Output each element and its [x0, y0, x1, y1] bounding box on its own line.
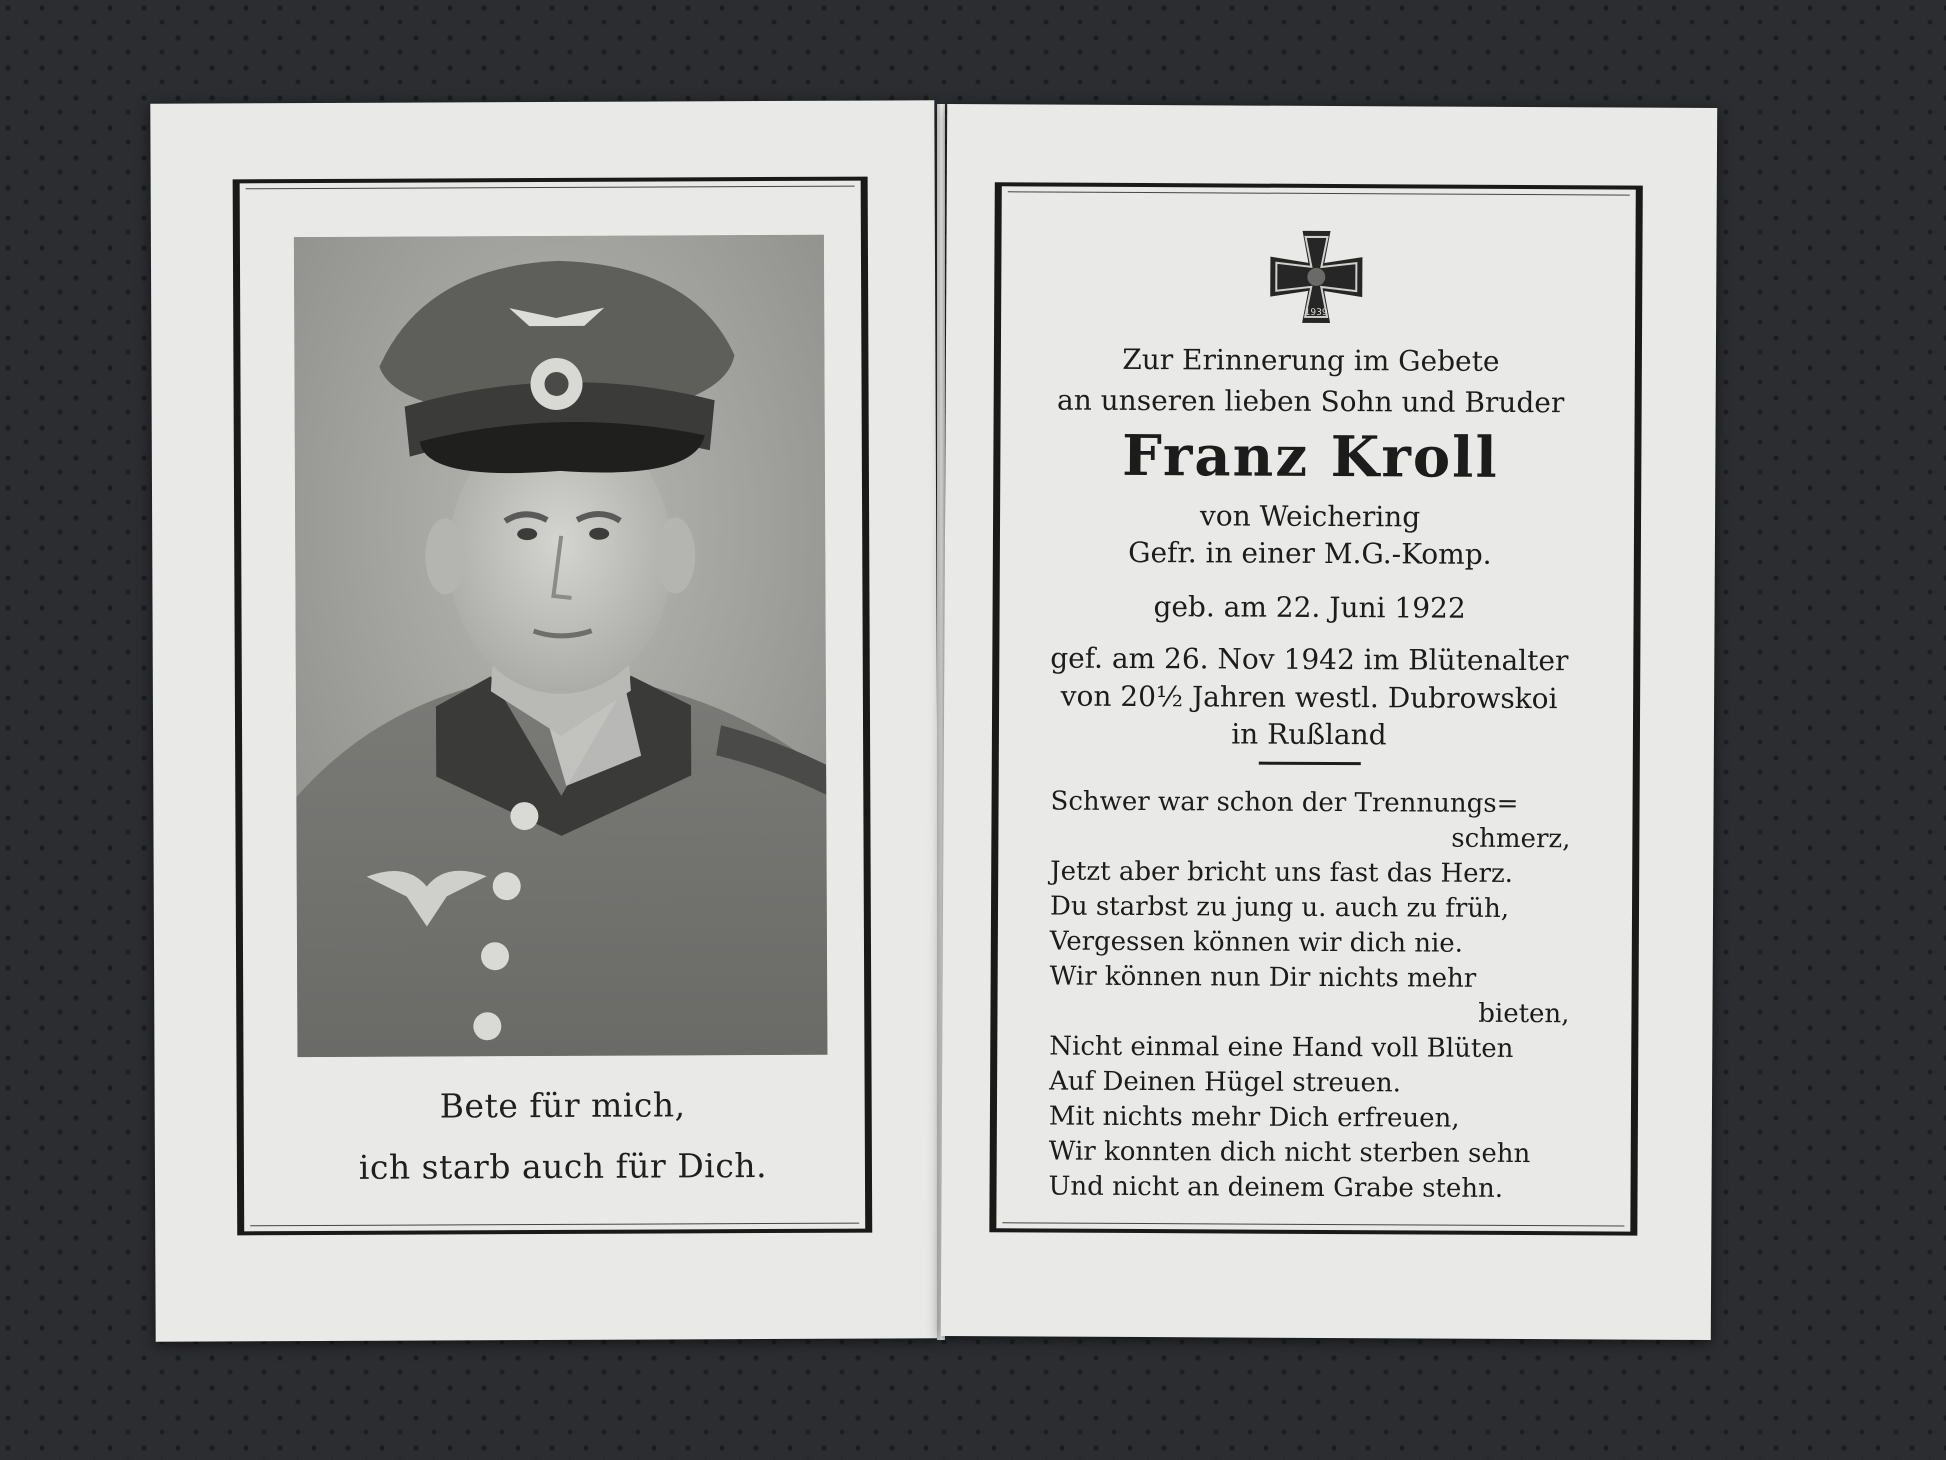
death-line-1: gef. am 26. Nov 1942 im Blütenalter: [1050, 641, 1569, 678]
memorial-card-left-page: [150, 100, 939, 1341]
cross-year: 1939: [1304, 307, 1328, 318]
death-line-3: in Rußland: [1231, 717, 1387, 752]
poem-line: Schwer war schon der Trennungs=: [1050, 786, 1519, 819]
poem-line: bieten,: [1478, 998, 1570, 1030]
poem-line: Mit nichts mehr Dich erfreuen,: [1048, 1101, 1460, 1134]
poem-line: Nicht einmal eine Hand voll Blüten: [1049, 1031, 1514, 1064]
remembrance-intro-1: Zur Erinnerung im Gebete: [1122, 342, 1500, 378]
poem-line: Wir konnten dich nicht sterben sehn: [1048, 1136, 1531, 1170]
poem-line: Vergessen können wir dich nie.: [1049, 926, 1464, 959]
divider-rule: [1259, 762, 1361, 766]
poem-line: schmerz,: [1451, 823, 1571, 855]
poem-line: Du starbst zu jung u. auch zu früh,: [1049, 891, 1510, 924]
poem-line: Jetzt aber bricht uns fast das Herz.: [1050, 856, 1514, 889]
rank-line: Gefr. in einer M.G.-Komp.: [1128, 535, 1492, 571]
prayer-line-1: Bete für mich,: [439, 1085, 686, 1126]
origin-line: von Weichering: [1199, 499, 1421, 534]
birth-date-line: geb. am 22. Juni 1922: [1153, 590, 1466, 625]
iron-cross-icon: [1266, 227, 1367, 328]
soldier-portrait-photo: [294, 235, 828, 1057]
memorial-card-right-page: [941, 104, 1717, 1340]
poem-line: Auf Deinen Hügel streuen.: [1049, 1066, 1402, 1099]
death-line-2: von 20½ Jahren westl. Dubrowskoi: [1060, 679, 1558, 716]
memorial-poem: [1048, 785, 1570, 1208]
poem-line: Wir können nun Dir nichts mehr: [1049, 961, 1477, 994]
deceased-name: Franz Kroll: [1121, 422, 1499, 491]
remembrance-intro-2: an unseren lieben Sohn und Bruder: [1056, 383, 1565, 420]
poem-line: Und nicht an deinem Grabe stehn.: [1048, 1171, 1504, 1204]
prayer-line-2: ich starb auch für Dich.: [358, 1146, 768, 1187]
